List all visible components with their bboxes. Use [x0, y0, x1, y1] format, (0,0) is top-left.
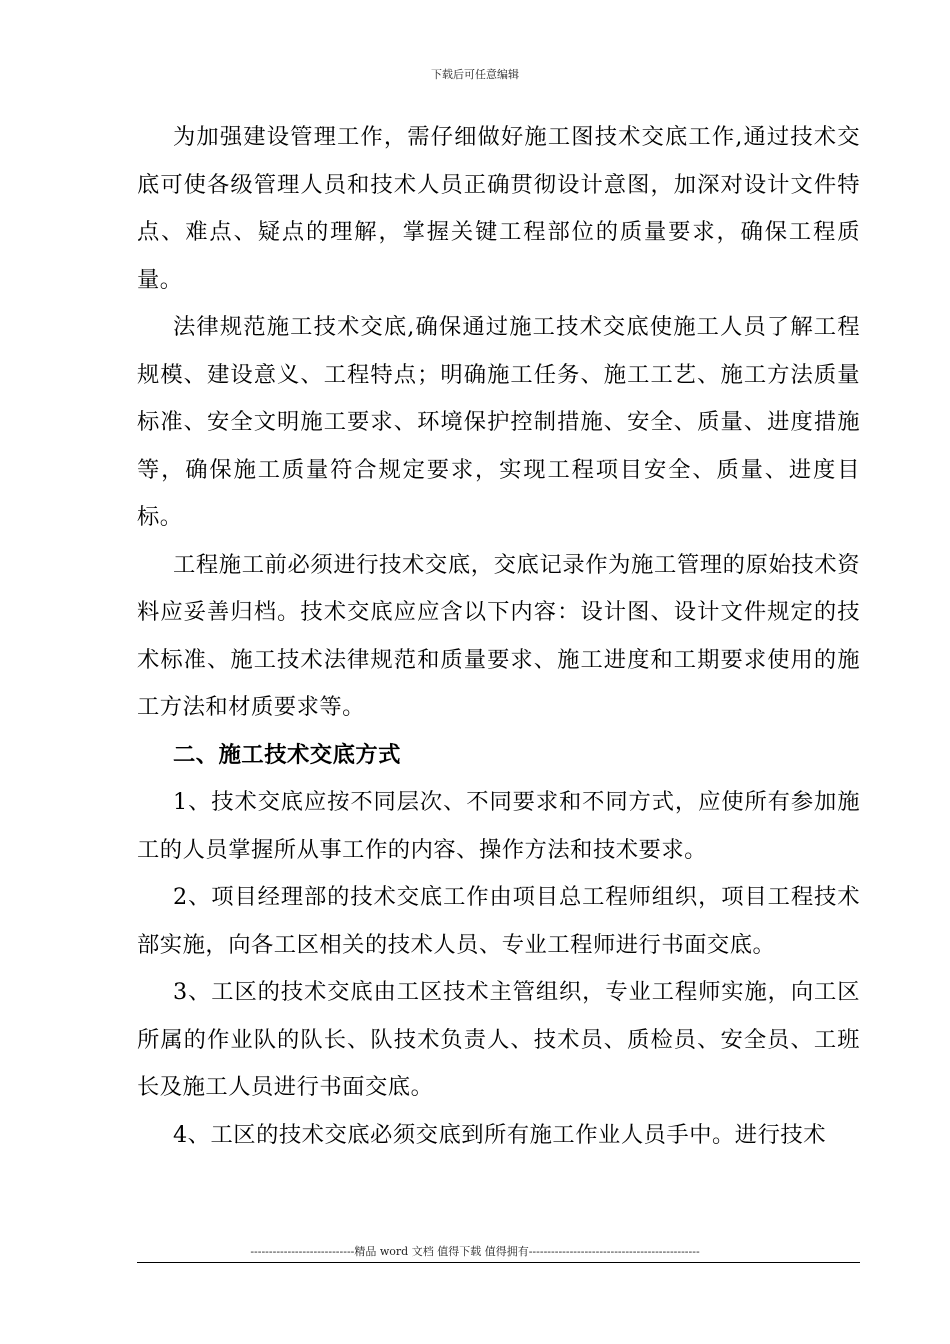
list-item-3: 3、工区的技术交底由工区技术主管组织，专业工程师实施，向工区所属的作业队的队长、队技术负责人、技术员、质检员、安全员、工班长及施工人员进行书面交底。 — [137, 979, 860, 1100]
document-body — [137, 114, 860, 1159]
paragraph-legal: 法律规范施工技术交底,确保通过施工技术交底使施工人员了解工程规模、建设意义、工程特点；明确施工任务、施工工艺、施工方法质量标准、安全文明施工要求、环境保护控制措施、安全、质量、进度措施等，确保施工质量符合规定要求，实现工程项目安全、质量、进度目标。 — [137, 314, 860, 530]
section-heading: 二、施工技术交底方式 — [173, 741, 401, 768]
paragraph-intro: 为加强建设管理工作，需仔细做好施工图技术交底工作,通过技术交底可使各级管理人员和技术人员正确贯彻设计意图，加深对设计文件特点、难点、疑点的理解，掌握关键工程部位的质量要求，确保工程质量。 — [137, 124, 860, 293]
list-item-2: 2、项目经理部的技术交底工作由项目总工程师组织，项目工程技术部实施，向各工区相关的技术人员、专业工程师进行书面交底。 — [137, 884, 860, 958]
list-item-4: 4、工区的技术交底必须交底到所有施工作业人员手中。进行技术 — [173, 1121, 826, 1148]
page-header-note: 下载后可任意编辑 — [431, 68, 519, 81]
footer-divider — [137, 1262, 860, 1263]
list-item-1: 1、技术交底应按不同层次、不同要求和不同方式，应使所有参加施工的人员掌握所从事工作的内容、操作方法和技术要求。 — [137, 789, 860, 863]
paragraph-requirements: 工程施工前必须进行技术交底，交底记录作为施工管理的原始技术资料应妥善归档。技术交底应应含以下内容：设计图、设计文件规定的技术标准、施工技术法律规范和质量要求、施工进度和工期要求使用的施工方法和材质要求等。 — [137, 551, 860, 720]
page-footer-note: ----------------------------精品 word 文档 值得下载 值得拥有---------------------------------------------- — [250, 1245, 700, 1258]
